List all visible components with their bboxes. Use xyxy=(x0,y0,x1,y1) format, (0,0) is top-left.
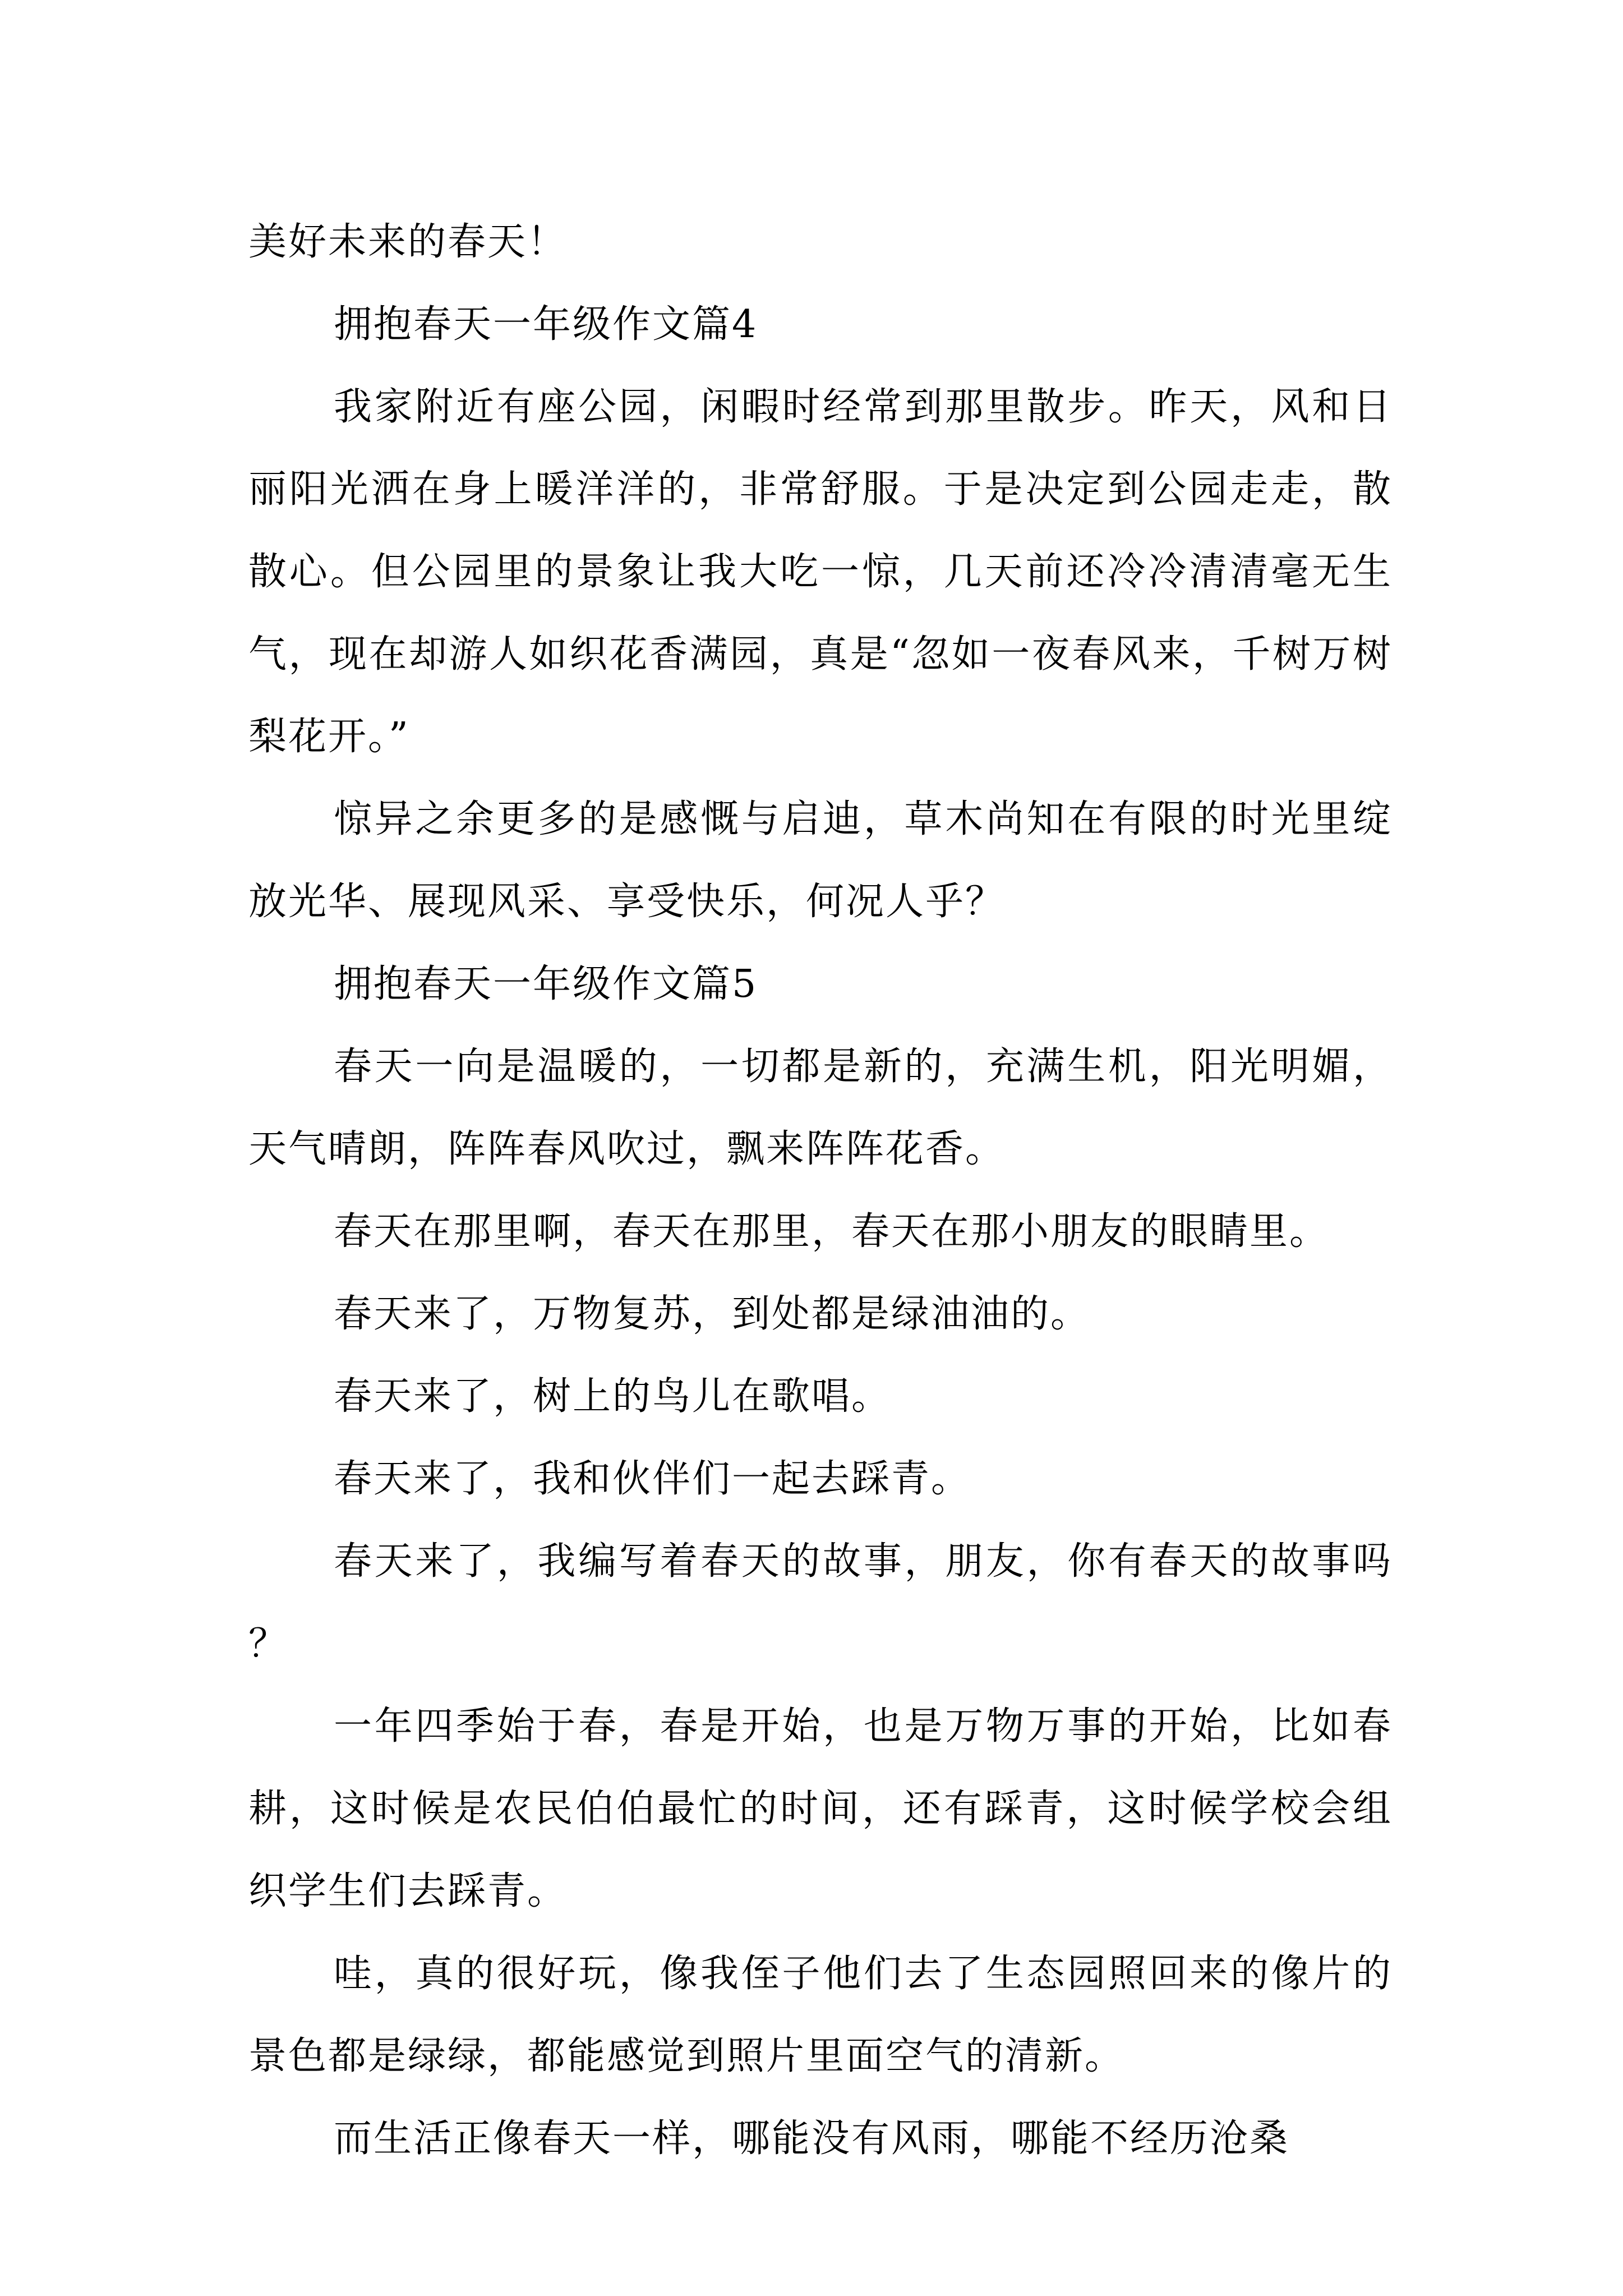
paragraph: 惊异之余更多的是感慨与启迪，草木尚知在有限的时光里绽放光华、展现风采、享受快乐，何况人乎？ xyxy=(248,797,1393,924)
paragraph: 春天来了，我和伙伴们一起去踩青。 xyxy=(334,1457,971,1501)
paragraph: 春天来了，我编写着春天的故事，朋友，你有春天的故事吗？ xyxy=(248,1539,1393,1666)
paragraph: 美好未来的春天！ xyxy=(248,220,568,264)
paragraph: 春天来了，万物复苏，到处都是绿油油的。 xyxy=(334,1292,1091,1336)
paragraph: 春天在那里啊，春天在那里，春天在那小朋友的眼睛里。 xyxy=(334,1209,1330,1254)
paragraph: 哇，真的很好玩，像我侄子他们去了生态园照回来的像片的景色都是绿绿，都能感觉到照片里面空气的清新。 xyxy=(248,1952,1393,2078)
paragraph: 而生活正像春天一样，哪能没有风雨，哪能不经历沧桑 xyxy=(334,2116,1290,2161)
paragraph: 一年四季始于春，春是开始，也是万物万事的开始，比如春耕，这时候是农民伯伯最忙的时间，还有踩青，这时候学校会组织学生们去踩青。 xyxy=(248,1704,1393,1913)
document-body xyxy=(248,201,1393,2180)
section-heading: 拥抱春天一年级作文篇5 xyxy=(334,962,758,1006)
paragraph: 春天来了，树上的鸟儿在歌唱。 xyxy=(334,1374,892,1419)
section-heading: 拥抱春天一年级作文篇4 xyxy=(334,302,758,347)
paragraph: 我家附近有座公园，闲暇时经常到那里散步。昨天，风和日丽阳光洒在身上暖洋洋的，非常舒服。于是决定到公园走走，散散心。但公园里的景象让我大吃一惊，几天前还冷冷清清毫无生气，现在却游人如织花香满园，真是“忽如一夜春风来，千树万树梨花开。” xyxy=(248,385,1393,759)
paragraph: 春天一向是温暖的，一切都是新的，充满生机，阳光明媚，天气晴朗，阵阵春风吹过，飘来阵阵花香。 xyxy=(248,1045,1393,1171)
